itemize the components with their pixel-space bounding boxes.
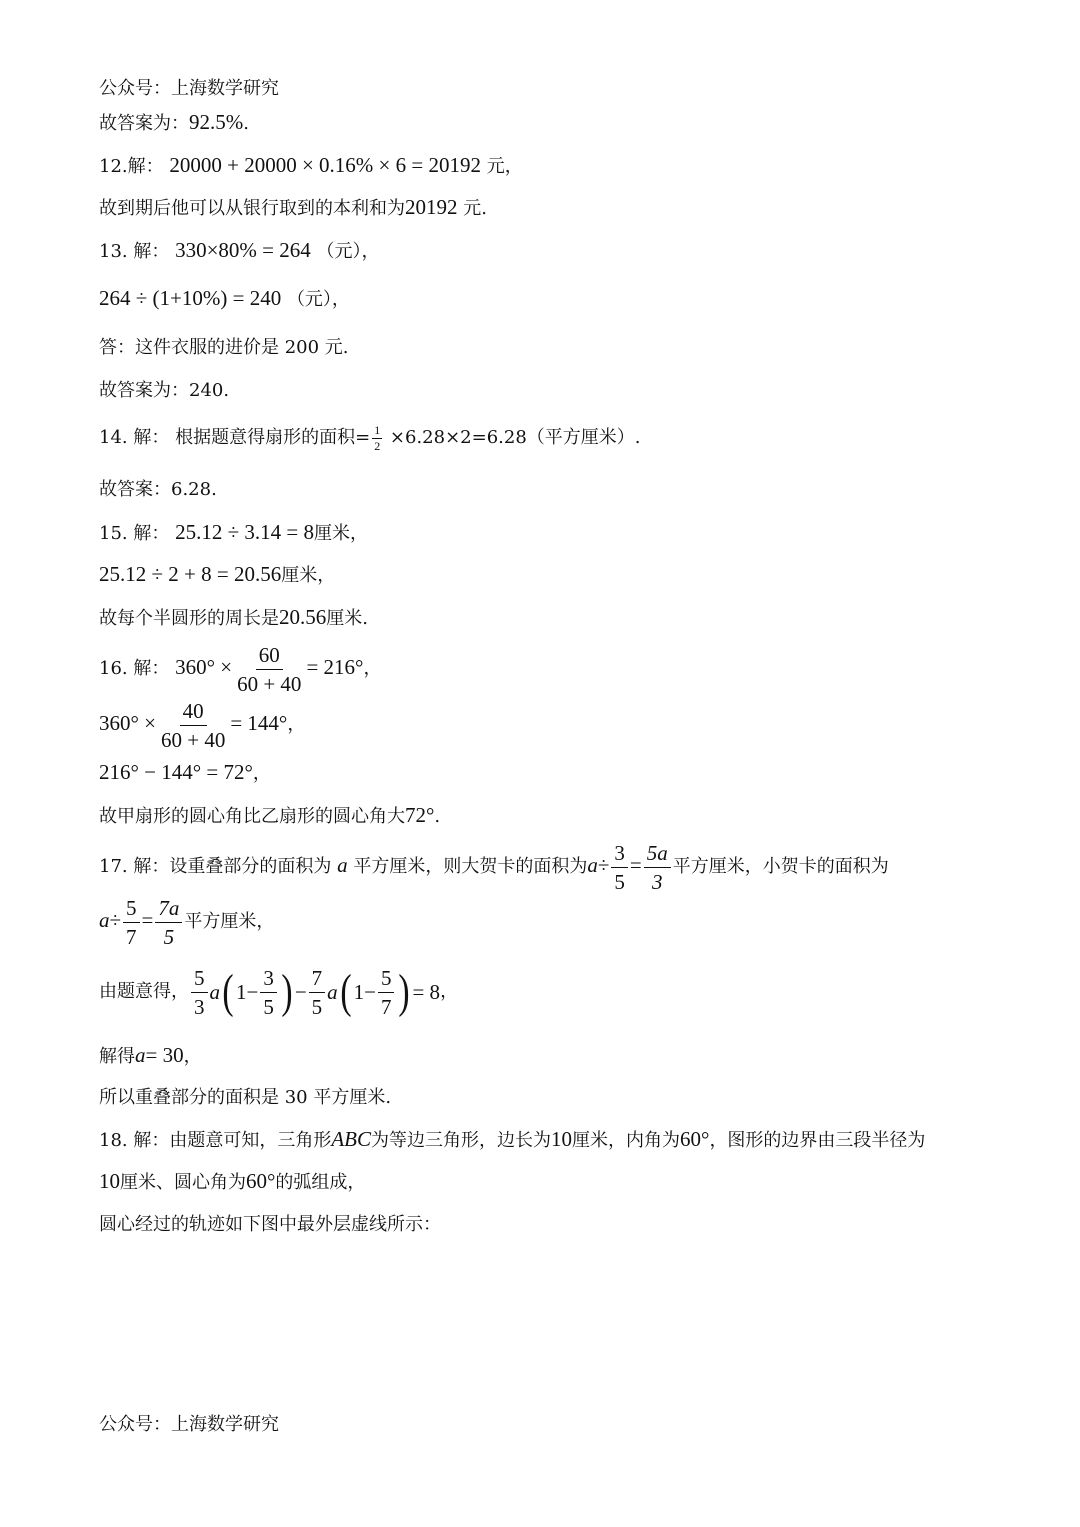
solution-15-conclusion: 故每个半圆形的周长是20.56厘米. (99, 605, 368, 629)
page-header: 公众号：上海数学研究 (99, 78, 279, 99)
solution-14-final: 故答案：6.28. (99, 479, 217, 500)
solution-13-answer: 答：这件衣服的进价是 200 元. (99, 337, 349, 358)
page-footer: 公众号：上海数学研究 (99, 1414, 279, 1435)
solution-14-line-1: 14. 解： 根据题意得扇形的面积= $\frac{1}{2}$ ×6.28×2=6.28（平方厘米）. (99, 422, 641, 453)
solution-16-line-1: 16. 解： 360° × $\frac{60}{60 + 40}$ = 216°， (99, 642, 382, 696)
solution-17-line-1: 17. 解：设重叠部分的面积为 a 平方厘米，则大贺卡的面积为a÷ $\frac{3}{5}$ = $\frac{5a}{3}$ 平方厘米，小贺卡的面积为 (99, 840, 889, 894)
solution-13-final: 故答案为：240. (99, 380, 230, 401)
solution-17-line-2: a÷ $\frac{5}{7}$ = $\frac{7a}{5}$ 平方厘米， (99, 895, 275, 949)
solution-12-line-1: 12.解： 20000 + 20000 × 0.16% × 6 = 20192 元， (99, 153, 523, 177)
solution-13-line-1: 13. 解： 330×80% = 264 （元）， (99, 238, 380, 262)
solution-12-conclusion: 故到期后他可以从银行取到的本利和为20192 元. (99, 195, 487, 219)
solution-17-equation: 由题意得， $\frac{5}{3}$ a ( 1 − $\frac{3}{5}$ ) − $\frac{7}{5}$ a ( 1 − $\frac{5}{7}$ ) = 8 ， (99, 965, 459, 1019)
fraction-40-over-100: $\frac{40}{60 + 40}$ (161, 698, 226, 752)
solution-18-line-1: 18. 解：由题意可知，三角形ABC为等边三角形，边长为10厘米，内角为60°，图形的边界由三段半径为 (99, 1127, 926, 1151)
solution-15-line-2: 25.12 ÷ 2 + 8 = 20.56厘米， (99, 562, 336, 586)
solution-16-line-2: 360° × $\frac{40}{60 + 40}$ = 144°， (99, 698, 306, 752)
solution-17-solve: 解得a= 30， (99, 1043, 202, 1067)
solution-18-line-2: 10厘米、圆心角为60°的弧组成， (99, 1169, 366, 1193)
solution-13-line-2: 264 ÷ (1+10%) = 240 （元）， (99, 286, 350, 310)
solution-17-conclusion: 所以重叠部分的面积是 30 平方厘米. (99, 1087, 392, 1108)
answer-11: 故答案为：92.5%. (99, 110, 249, 134)
fraction-60-over-100: $\frac{60}{60 + 40}$ (237, 642, 302, 696)
fraction-one-half: $\frac{1}{2}$ (374, 422, 381, 453)
solution-15-line-1: 15. 解： 25.12 ÷ 3.14 = 8厘米， (99, 520, 368, 544)
solution-18-line-3: 圆心经过的轨迹如下图中最外层虚线所示： (99, 1214, 441, 1235)
solution-16-conclusion: 故甲扇形的圆心角比乙扇形的圆心角大72°. (99, 803, 441, 827)
solution-16-line-3: 216° − 144° = 72°， (99, 760, 271, 784)
